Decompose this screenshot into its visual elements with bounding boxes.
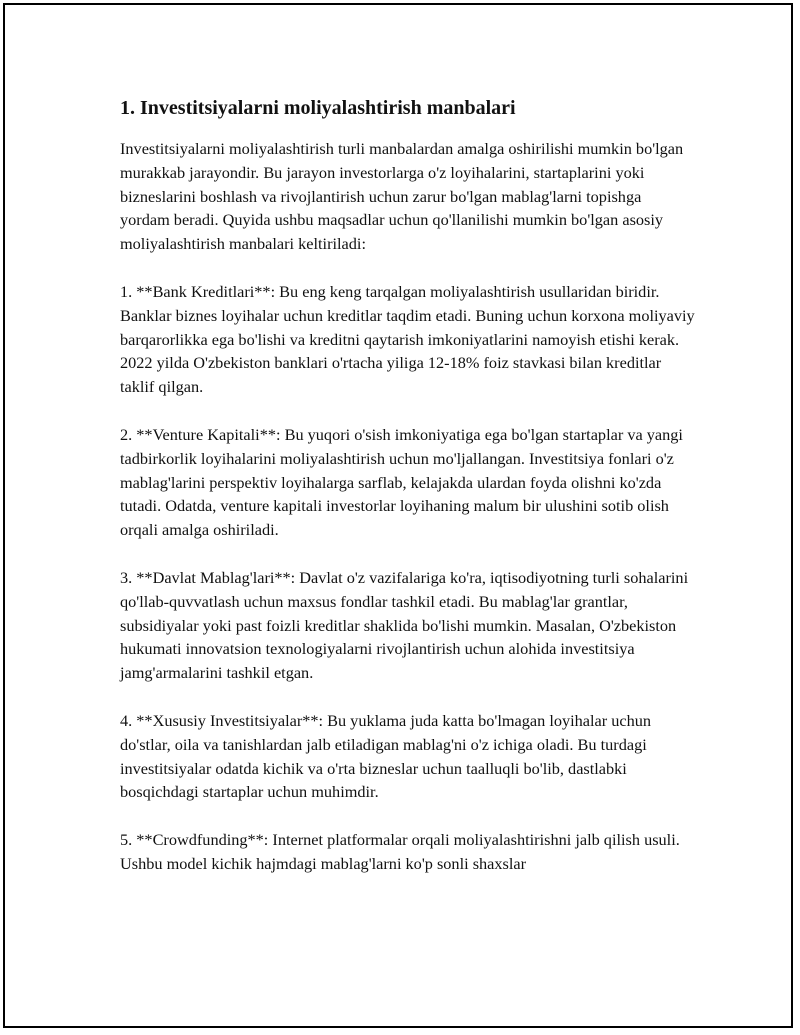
page-frame	[3, 3, 793, 1028]
paragraph-venture-capital: 2. **Venture Kapitali**: Bu yuqori o'sish imkoniyatiga ega bo'lgan startaplar va yangi tadbirkorlik loyihalarini moliyalashtirish uchun mo'ljallangan. Investitsiya fonlari o'z mablag'larini perspektiv loyihalarga sarflab, kelajakda ulardan foyda olishni ko'zda tutadi. Odatda, venture kapitali investorlar loyihaning malum bir ulushini sotib olish orqali amalga oshiriladi.	[120, 424, 683, 540]
paragraph-bank-credits: 1. **Bank Kreditlari**: Bu eng keng tarqalgan moliyalashtirish usullaridan biridir. Banklar biznes loyihalar uchun kreditlar taqdim etadi. Buning uchun korxona moliyaviy barqarorlikka ega bo'lishi va kreditni qaytarish imkoniyatlarini namoyish etishi kerak. 2022 yilda O'zbekiston banklari o'rtacha yiliga 12-18% foiz stavkasi bilan kreditlar taklif qilgan.	[120, 281, 695, 397]
intro-paragraph: Investitsiyalarni moliyalashtirish turli manbalardan amalga oshirilishi mumkin bo'lgan murakkab jarayondir. Bu jarayon investorlarga o'z loyihalarini, startaplarini yoki bizneslarini boshlash va rivojlantirish uchun zarur bo'lgan mablag'larni topishga yordam beradi. Quyida ushbu maqsadlar uchun qo'llanilishi mumkin bo'lgan asosiy moliyalashtirish manbalari keltiriladi:	[120, 139, 684, 254]
paragraph-crowdfunding: 5. **Crowdfunding**: Internet platformalar orqali moliyalashtirishni jalb qilish usuli. Ushbu model kichik hajmdagi mablag'larni ko'p sonli shaxslar	[120, 830, 680, 873]
document-body	[120, 95, 695, 900]
paragraph-state-funds: 3. **Davlat Mablag'lari**: Davlat o'z vazifalariga ko'ra, iqtisodiyotning turli sohalarini qo'llab-quvvatlash uchun maxsus fondlar tashkil etadi. Bu mablag'lar grantlar, subsidiyalar yoki past foizli kreditlar shaklida bo'lishi mumkin. Masalan, O'zbekiston hukumati innovatsion texnologiyalarni rivojlantirish uchun alohida investitsiya jamg'armalarini tashkil etgan.	[120, 567, 689, 683]
paragraph-private-investments: 4. **Xususiy Investitsiyalar**: Bu yuklama juda katta bo'lmagan loyihalar uchun do'stlar, oila va tanishlardan jalb etiladigan mablag'ni o'z ichiga oladi. Bu turdagi investitsiyalar odatda kichik va o'rta bizneslar uchun taalluqli bo'lib, dastlabki bosqichdagi startaplar uchun muhimdir.	[120, 710, 652, 802]
section-title: 1. Investitsiyalarni moliyalashtirish manbalari	[120, 97, 516, 119]
